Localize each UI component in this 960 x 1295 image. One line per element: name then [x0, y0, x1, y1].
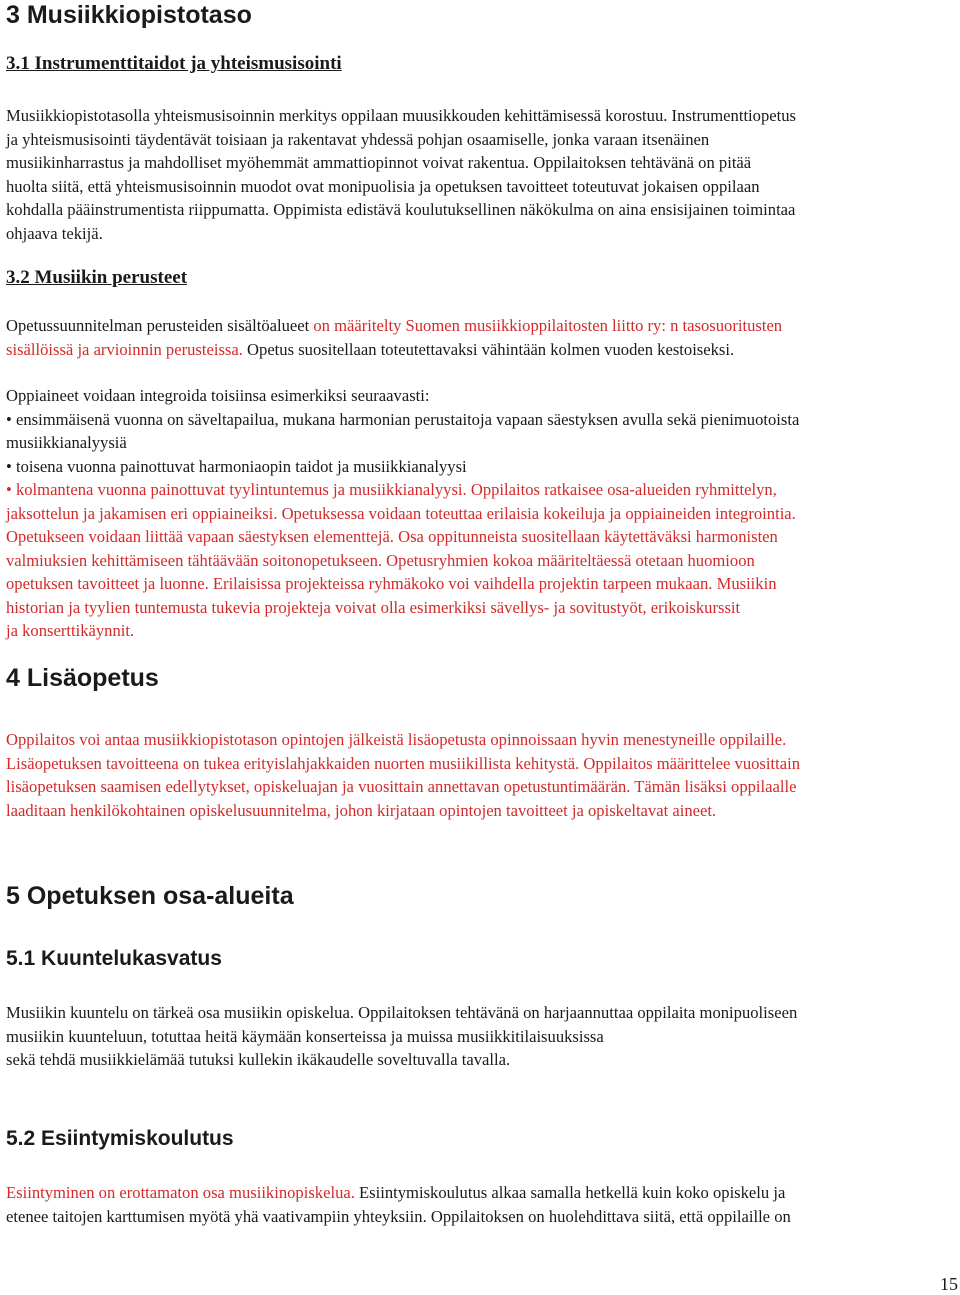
text-line: ohjaava tekijä. [6, 223, 103, 243]
text-line: musiikinharrastus ja mahdolliset myöhemmät ammattiopinnot voivat rakentua. Oppilaitoksen tehtävänä on pitää [6, 153, 752, 172]
text-line: etenee taitojen karttumisen myötä yhä vaativampiin yhteyksiin. Oppilaitoksen on huolehdittava siitä, että oppilaille on [6, 1206, 791, 1226]
text-line [6, 338, 956, 362]
section-3-2-heading: 3.2 Musiikin perusteet [6, 267, 188, 288]
section-5-1-heading: 5.1 Kuuntelukasvatus [6, 947, 222, 970]
text-line: laaditaan henkilökohtainen opiskelusuunnitelma, johon kirjataan opintojen tavoitteet ja opiskeltavat aineet. [6, 800, 717, 820]
red-text-run: sisällöissä ja arvioinnin perusteissa. [6, 339, 243, 359]
section-3-1-heading: 3.1 Instrumenttitaidot ja yhteismusisointi [6, 53, 342, 74]
text-line: Oppiaineet voidaan integroida toisiinsa esimerkiksi seuraavasti: [6, 386, 430, 405]
red-text-run: Esiintyminen on erottamaton osa musiikinopiskelua. [6, 1183, 355, 1202]
text-line: Opetukseen voidaan liittää vapaan säestyksen elementtejä. Osa oppitunneista suositellaan käytettäväksi harmonisten [6, 527, 778, 546]
text-line: kohdalla pääinstrumentista riippumatta. Oppimista edistävä koulutuksellinen näkökulma on aina ensisijainen toimintaa [6, 200, 796, 219]
text-line [6, 314, 956, 338]
text-line: sekä tehdä musiikkielämää tutuksi kullekin ikäkaudelle soveltuvalla tavalla. [6, 1050, 511, 1069]
text-run: Esiintymiskoulutus alkaa samalla hetkellä kuin koko opiskelu ja [354, 1183, 786, 1202]
text-line: lisäopetuksen saamisen edellytykset, opiskeluajan ja vuosittain annettavan opetustuntimäärän. Tämän lisäksi oppilaalle [6, 777, 797, 796]
red-text-run: on määritelty Suomen musiikkioppilaitosten liitto ry: n tasosuoritusten [313, 316, 783, 335]
text-line: ja yhteismusisointi täydentävät toisiaan ja rakentavat yhdessä pohjan osaamiselle, jonka varaan itsenäinen [6, 129, 710, 149]
section-4-paragraph [6, 728, 956, 822]
text-line: Musiikkiopistotasolla yhteismusisoinnin merkitys oppilaan muusikkouden kehittämisessä korostuu. Instrumenttiopetus [6, 106, 796, 125]
section-5-2-paragraph [6, 1181, 956, 1228]
text-run: Opetussuunnitelman perusteiden sisältöalueet [6, 316, 314, 335]
text-line: huolta siitä, että yhteismusisoinnin muodot ovat monipuolisia ja opetuksen tavoitteet toteutuvat jokaisen oppilaan [6, 176, 760, 196]
text-line: valmiuksien kehittämiseen tähtäävään soitonopetukseen. Opetusryhmien kokoa määriteltäessä otetaan huomioon [6, 550, 755, 570]
text-line: Oppilaitos voi antaa musiikkiopistotason opintojen jälkeistä lisäopetusta opinnoissaan hyvin menestyneille oppilaille. [6, 730, 787, 749]
bullet-item-2: • toisena vuonna painottuvat harmoniaopin taidot ja musiikkianalyysi [6, 456, 467, 476]
section-5-heading: 5 Opetuksen osa-alueita [6, 882, 294, 910]
text-line: historian ja tyylien tuntemusta tukevia projekteja voivat olla esimerkiksi sävellys- ja sovitustyöt, erikoiskurssit [6, 597, 741, 617]
text-line: opetuksen tavoitteet ja luonne. Erilaisissa projekteissa ryhmäkoko voi vaihdella projektin tarpeen mukaan. Musiikin [6, 574, 777, 593]
text-line: musiikin kuunteluun, totuttaa heitä käymään konserteissa ja muissa musiikkitilaisuuksissa [6, 1026, 604, 1046]
text-line: ja konserttikäynnit. [6, 621, 135, 640]
bullet-item-3: • kolmantena vuonna painottuvat tyylintuntemus ja musiikkianalyysi. Oppilaitos ratkaisee osa-alueiden ryhmittelyn, [6, 480, 777, 499]
text-line [6, 1181, 956, 1205]
section-5-1-paragraph [6, 1001, 956, 1072]
page-number: 15 [940, 1274, 958, 1294]
section-5-2-heading: 5.2 Esiintymiskoulutus [6, 1127, 234, 1150]
section-3-2-paragraph-1 [6, 314, 956, 361]
text-line: Lisäopetuksen tavoitteena on tukea erityislahjakkaiden nuorten musiikillista kehitystä. Oppilaitos määrittelee vuosittain [6, 753, 800, 773]
text-line: jaksottelun ja jakamisen eri oppiaineiksi. Opetuksessa voidaan toteuttaa erilaisia kokeiluja ja oppiaineiden integrointia. [6, 503, 796, 523]
bullet-item-1: • ensimmäisenä vuonna on säveltapailua, mukana harmonian perustaitoja vapaan säestyksen avulla sekä pienimuotoista [6, 409, 800, 429]
text-line: musiikkianalyysiä [6, 433, 127, 452]
text-line: Musiikin kuuntelu on tärkeä osa musiikin opiskelua. Oppilaitoksen tehtävänä on harjaannuttaa oppilaita monipuoliseen [6, 1003, 798, 1022]
section-3-2-paragraph-2 [6, 384, 956, 643]
section-3-heading: 3 Musiikkiopistotaso [6, 1, 252, 29]
section-3-1-paragraph [6, 104, 956, 245]
text-run: Opetus suositellaan toteutettavaksi vähintään kolmen vuoden kestoiseksi. [242, 339, 735, 359]
section-4-heading: 4 Lisäopetus [6, 664, 159, 692]
